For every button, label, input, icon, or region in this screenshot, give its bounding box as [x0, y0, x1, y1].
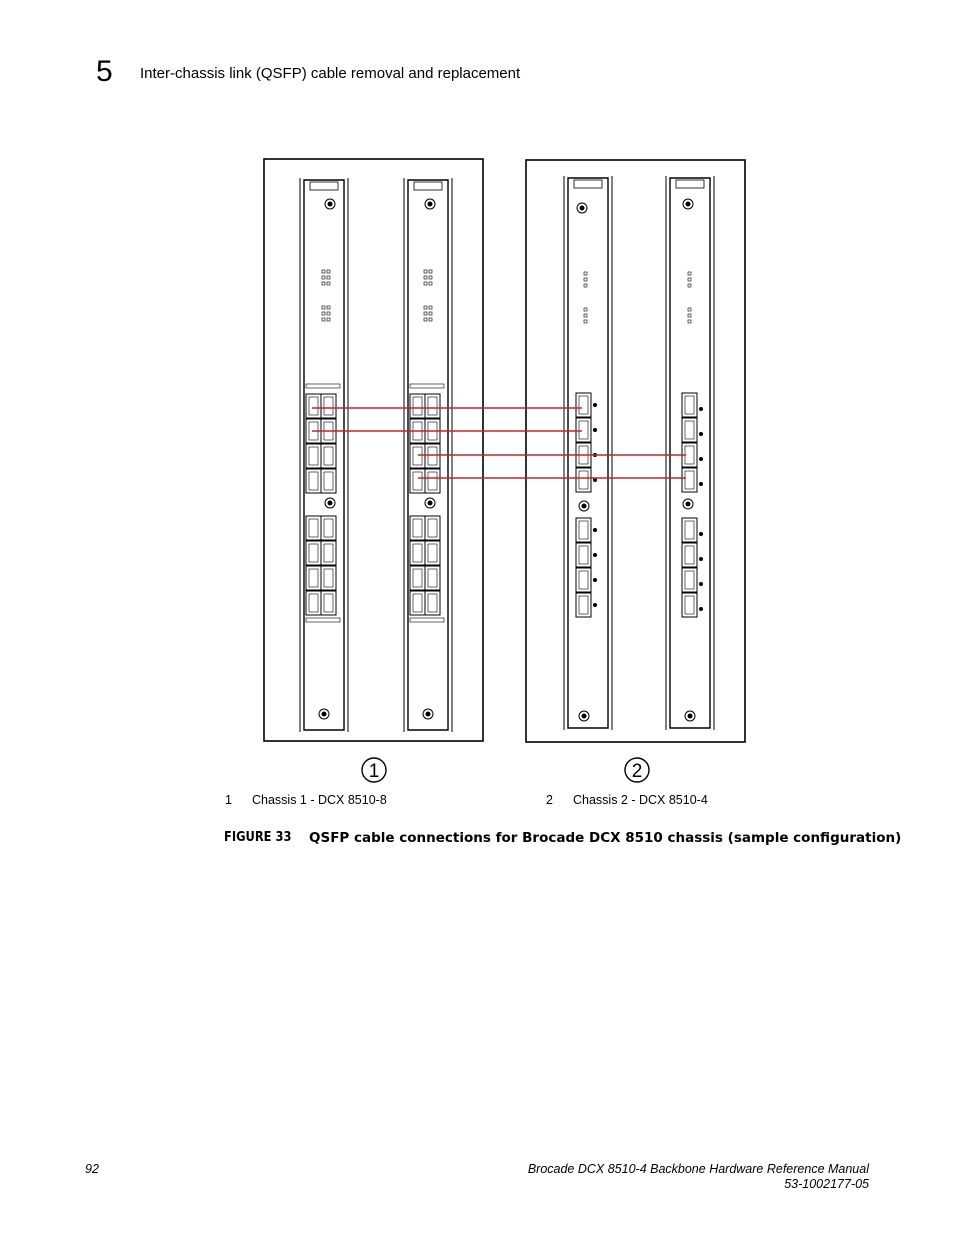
chassis-1-blade-1	[300, 178, 348, 732]
manual-title: Brocade DCX 8510-4 Backbone Hardware Reference Manual	[527, 1162, 869, 1176]
chassis-2-frame	[526, 160, 745, 742]
page-number: 92	[85, 1162, 99, 1176]
callout-2	[625, 758, 649, 782]
legend-text: Chassis 2 - DCX 8510-4	[573, 793, 708, 807]
chassis-2-blade-2	[666, 176, 714, 730]
footer-manual-info	[528, 1162, 869, 1192]
legend-number: 1	[225, 793, 232, 807]
doc-number: 53-1002177-05	[784, 1177, 869, 1191]
callout-1-number: 1	[368, 761, 380, 782]
chassis-1-frame	[264, 159, 483, 741]
callout-1	[362, 758, 386, 782]
figure-caption	[224, 829, 902, 846]
legend-number: 2	[546, 793, 553, 807]
chassis-2-blade-1	[564, 176, 612, 730]
legend-text: Chassis 1 - DCX 8510-8	[252, 793, 387, 807]
figure-title: QSFP cable connections for Brocade DCX 8510 chassis (sample configuration)	[309, 830, 902, 846]
chapter-title: Inter-chassis link (QSFP) cable removal and replacement	[140, 65, 521, 82]
chapter-number: 5	[96, 55, 113, 88]
figure-label: FIGURE 33	[224, 829, 292, 845]
callout-2-number: 2	[631, 761, 643, 782]
